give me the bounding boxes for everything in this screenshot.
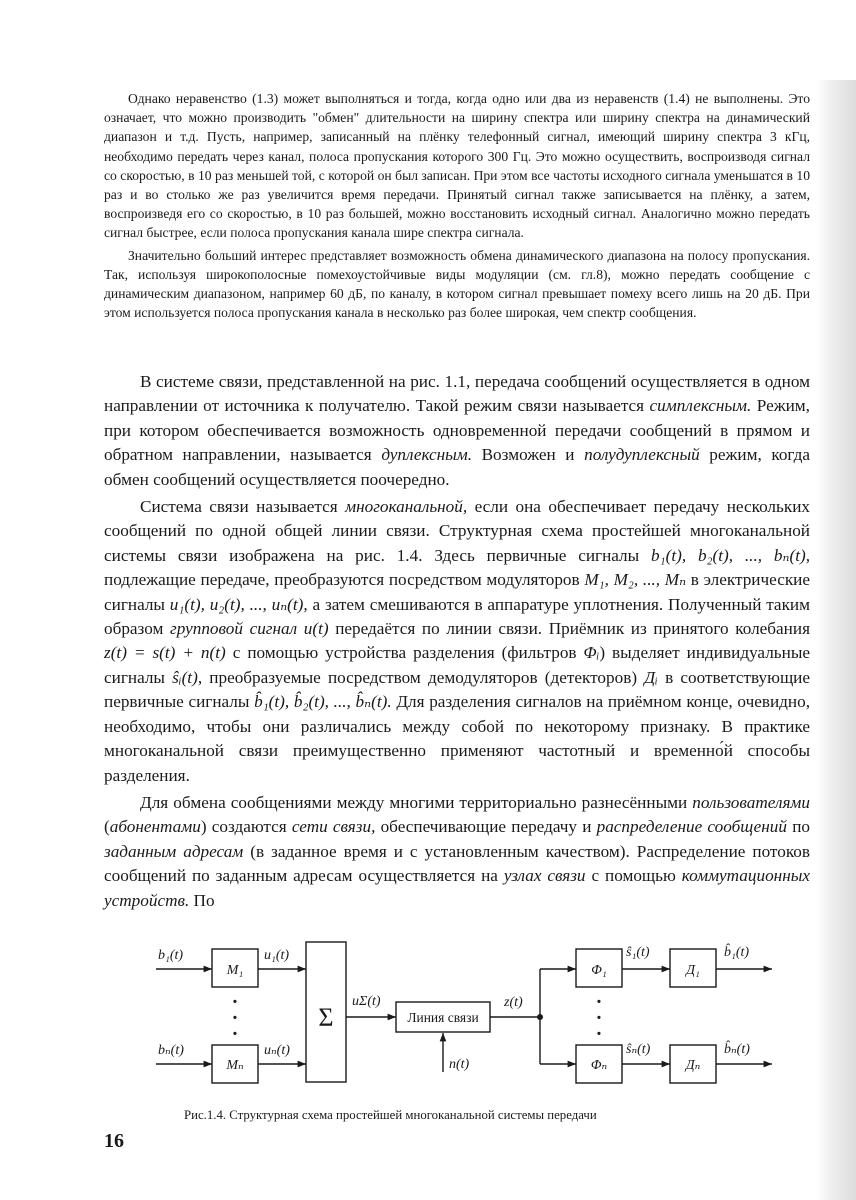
block-diagram [150, 932, 780, 1092]
term-networks: сети связи, [291, 817, 376, 837]
label-u-n: uₙ(t) [264, 1043, 290, 1058]
term-nodes: узлах связи [503, 866, 586, 886]
label-input-n: bₙ(t) [158, 1043, 184, 1058]
term-half-duplex: полудуплексный [584, 445, 700, 465]
label-mod-n: Mₙ [226, 1058, 244, 1073]
label-mod-1: M₁ [226, 963, 244, 978]
label-det-1: Д₁ [686, 963, 700, 978]
paragraph-networks: Для обмена сообщениями между многими территориально разнесёнными пользователями (абонентами) создаются сети связи, обеспечивающие передачу и распределение сообщений по заданным адресам (в заданное время и с установленным качеством). Распределение потоков сообщений по заданным адресам осуществляется на узлах связи с помощью коммутационных устройств. По [104, 792, 810, 910]
label-input-1: b₁(t) [158, 948, 184, 963]
dots-right-3: · [595, 1023, 603, 1045]
term-subscribers: абонентами [109, 817, 201, 837]
main-text [104, 370, 810, 913]
label-u-1: u₁(t) [264, 948, 290, 963]
term-duplex: дуплексным. [381, 445, 472, 465]
page-number: 16 [104, 1130, 124, 1152]
label-noise: n(t) [449, 1057, 470, 1072]
junction-dot [537, 1014, 543, 1020]
figure-caption: Рис.1.4. Структурная схема простейшей многоканальной системы передачи [184, 1108, 597, 1122]
sum-symbol: Σ [318, 1003, 334, 1032]
label-filter-1: Φ₁ [591, 963, 607, 978]
term-distribution: распределение сообщений [596, 817, 787, 837]
label-u-sigma: uΣ(t) [352, 994, 381, 1009]
dots-right-1: · [595, 991, 603, 1013]
label-z: z(t) [504, 995, 523, 1010]
term-multichannel: многоканальной, [345, 497, 468, 517]
paragraph-multichannel: Система связи называется многоканальной, если она обеспечивает передачу нескольких сообщений по одной общей линии связи. Структурная схема простейшей многоканальной системы связи изображена на рис. 1.4. Здесь первичные сигналы b₁(t), b₂(t), ..., bₙ(t), подлежащие передаче, преобразуются посредством модуляторов M₁, M₂, ..., Mₙ в электрические сигналы u₁(t), u₂(t), ..., uₙ(t), а затем смешиваются в аппаратуре уплотнения. Полученный таким образом групповой сигнал u(t) передаётся по линии связи. Приёмник из принятого колебания z(t) = s(t) + n(t) с помощью устройства разделения (фильтров Φᵢ) выделяет индивидуальные сигналы ŝᵢ(t), преобразуемые посредством демодуляторов (детекторов) Дᵢ в соответствующие первичные сигналы b̂₁(t), b̂₂(t), ..., b̂ₙ(t). Для разделения сигналов на приёмном конце, очевидно, необходимо, чтобы они различались между собой по некоторому признаку. В практике многоканальной связи преимущественно применяют частотный и временно́й способы разделения. [104, 497, 811, 785]
label-s-hat-1: ŝ₁(t) [626, 945, 650, 960]
term-addresses: заданным адресам [104, 841, 244, 861]
dots-left-1: · [231, 991, 239, 1013]
term-simplex: симплексным. [649, 396, 752, 416]
dots-left-3: · [231, 1023, 239, 1045]
label-out-1: b̂₁(t) [724, 945, 750, 960]
page-shadow [816, 80, 856, 1200]
term-group-signal: групповой сигнал u(t) [170, 619, 329, 639]
small-print-section [104, 89, 810, 322]
term-users: пользователями [692, 792, 810, 812]
small-paragraph-2: Значительно больший интерес представляет возможность обмена динамического диапазона на полосу пропускания. Так, используя широкополосные помехоустойчивые виды модуляции (см. гл.8), можно передать сообщение с динамическим диапазоном, например 60 дБ, по каналу, в котором сигнал превышает помеху всего лишь на 20 дБ. При этом используется полоса пропускания канала в несколько раз более широкая, чем спектр сообщения. [104, 247, 810, 321]
label-out-n: b̂ₙ(t) [724, 1042, 750, 1057]
label-s-hat-n: ŝₙ(t) [626, 1042, 651, 1057]
paragraph-simplex: В системе связи, представленной на рис. 1.1, передача сообщений осуществляется в одном направлении от источника к получателю. Такой режим связи называется симплексным. Режим, при котором обеспечивается возможность одновременной передачи сообщений в прямом и обратном направлении, называется дуплексным. Возможен и полудуплексный режим, когда обмен сообщений осуществляется поочередно. [104, 372, 811, 489]
dots-left-2: · [231, 1007, 239, 1029]
term-switching: коммутационных устройств. [104, 866, 810, 910]
label-filter-n: Φₙ [590, 1058, 608, 1073]
label-det-n: Дₙ [685, 1058, 701, 1073]
label-channel: Линия связи [407, 1010, 479, 1025]
dots-right-2: · [595, 1007, 603, 1029]
small-paragraph-1: Однако неравенство (1.3) может выполняться и тогда, когда одно или два из неравенств (1.4) не выполнены. Это означает, что можно производить "обмен" длительности на ширину спектра или ширину спектра на динамический диапазон и т.д. Пусть, например, записанный на плёнку телефонный сигнал, имеющий ширину спектра 3 кГц, необходимо передать через канал, полоса пропускания которого 300 Гц. Это можно осуществить, воспроизводя сигнал со скоростью, в 10 раз меньшей той, с которой он был записан. При этом все частоты исходного сигнала уменьшатся в 10 раз и во столько же раз увеличится время передачи. Принятый сигнал также записывается на плёнку, а затем, воспроизведя его со скоростью, в 10 раз большей, можно восстановить исходный сигнал. Аналогично можно передать сигнал быстрее, если полоса пропускания канала шире спектра сигнала. [104, 91, 810, 241]
